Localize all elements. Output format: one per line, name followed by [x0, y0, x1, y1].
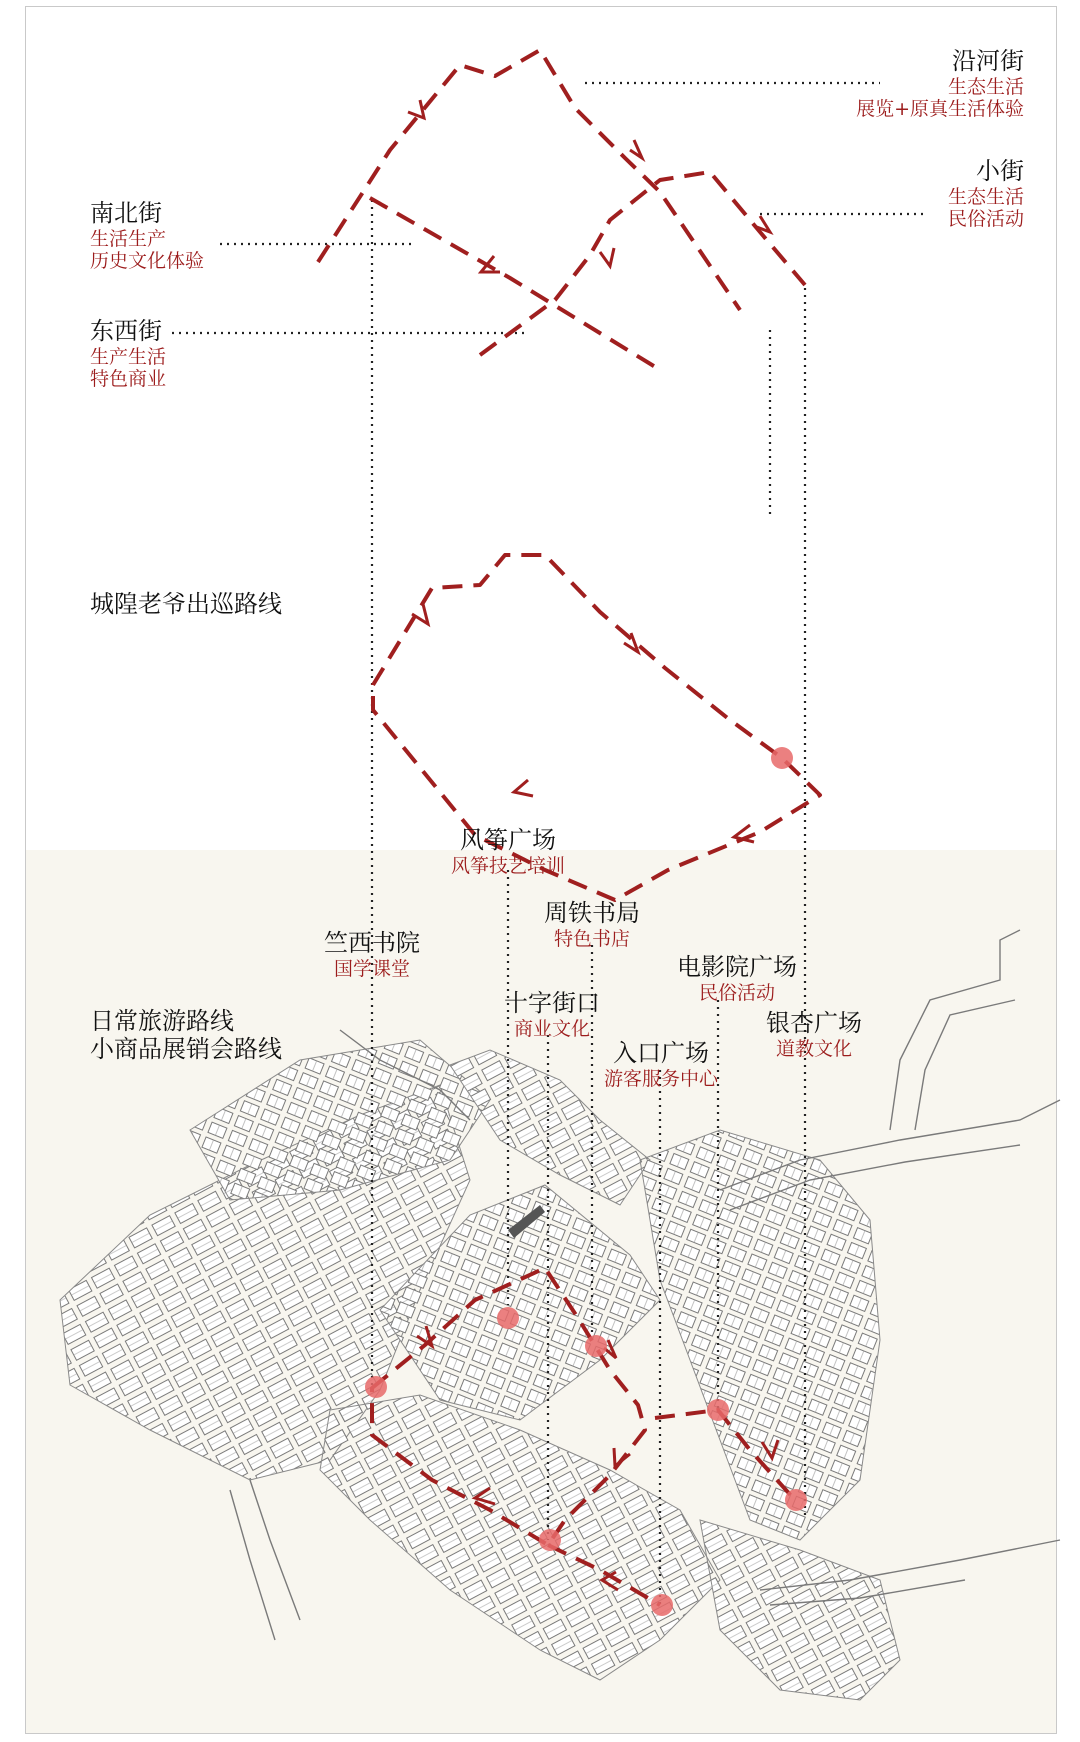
street-desc-xiao-2: 民俗活动: [947, 207, 1024, 230]
street-desc-yanhe-2: 展览+原真生活体验: [856, 97, 1024, 120]
node-shizi-dot: [539, 1529, 561, 1551]
place-desc-shizi: 商业文化: [513, 1017, 590, 1040]
label-group-zhuxi: [310, 930, 434, 980]
daily-route-title-line1: 日常旅游路线: [90, 1007, 234, 1035]
node-zhoutie-dot: [585, 1335, 607, 1357]
place-desc-dianying: 民俗活动: [698, 981, 775, 1004]
street-route-arrows: [408, 100, 770, 272]
node-fengzheng-dot: [497, 1307, 519, 1329]
street-routes: [318, 50, 805, 368]
daily-route-title: [90, 1008, 282, 1064]
town-block-southeast: [700, 1520, 900, 1700]
place-desc-zhoutie: 特色书店: [553, 927, 630, 950]
label-group-shizi: [490, 990, 614, 1040]
street-desc-nanbei-1: 生活生产: [90, 227, 167, 250]
route-xiao: [480, 172, 805, 355]
place-name-rukou: 入口广场: [613, 1039, 709, 1067]
node-dianying-dot: [707, 1399, 729, 1421]
place-name-dianying: 电影院广场: [677, 953, 797, 981]
label-group-dianying: [662, 954, 812, 1004]
street-desc-dongxi-2: 特色商业: [90, 367, 167, 390]
node-yinxing-dot: [785, 1489, 807, 1511]
node-rukou-dot: [651, 1594, 673, 1616]
route-nanbei: [370, 198, 657, 368]
street-name-xiao: 小街: [976, 157, 1024, 185]
town-block-east: [640, 1130, 880, 1540]
place-desc-zhuxi: 国学课堂: [333, 957, 410, 980]
canal-northeast: [890, 930, 1020, 1130]
place-desc-fengzheng: 风筝技艺培训: [450, 854, 565, 877]
place-desc-rukou: 游客服务中心: [603, 1067, 718, 1090]
label-group-zhoutie: [530, 900, 654, 950]
daily-route-title-line2: 小商品展销会路线: [90, 1034, 282, 1063]
arrow-icon: [412, 604, 428, 624]
place-name-zhuxi: 竺西书院: [324, 929, 420, 957]
patrol-start-dot: [771, 747, 793, 769]
node-zhuxi-dot: [365, 1376, 387, 1398]
arrow-icon: [514, 780, 533, 796]
street-name-nanbei: 南北街: [90, 199, 162, 227]
street-desc-nanbei-2: 历史文化体验: [90, 249, 205, 272]
street-desc-xiao-1: 生态生活: [947, 185, 1024, 208]
label-group-rukou: [590, 1040, 732, 1090]
street-desc-dongxi-1: 生产生活: [90, 345, 167, 368]
arrow-icon: [630, 140, 642, 158]
arrow-icon: [408, 100, 424, 118]
river-outline: [230, 1480, 300, 1640]
place-name-fengzheng: 风筝广场: [460, 826, 556, 854]
label-group-yinxing: [752, 1010, 876, 1060]
label-group-yanhe: [856, 48, 1024, 120]
street-name-dongxi: 东西街: [90, 317, 162, 345]
label-group-xiao: [948, 158, 1024, 230]
street-desc-yanhe-1: 生态生活: [947, 75, 1024, 98]
place-name-yinxing: 银杏广场: [766, 1009, 862, 1037]
arrow-icon: [600, 248, 614, 266]
street-name-yanhe: 沿河街: [952, 47, 1024, 75]
label-group-nanbei: [90, 200, 204, 272]
label-group-dongxi: [90, 318, 166, 390]
place-desc-yinxing: 道教文化: [775, 1037, 852, 1060]
label-group-fengzheng: [440, 827, 576, 877]
patrol-route-title: 城隍老爷出巡路线: [90, 590, 282, 618]
place-name-shizi: 十字街口: [504, 989, 600, 1017]
place-name-zhoutie: 周铁书局: [544, 899, 640, 927]
town-block-south: [320, 1395, 720, 1680]
route-yanhe: [318, 50, 740, 310]
